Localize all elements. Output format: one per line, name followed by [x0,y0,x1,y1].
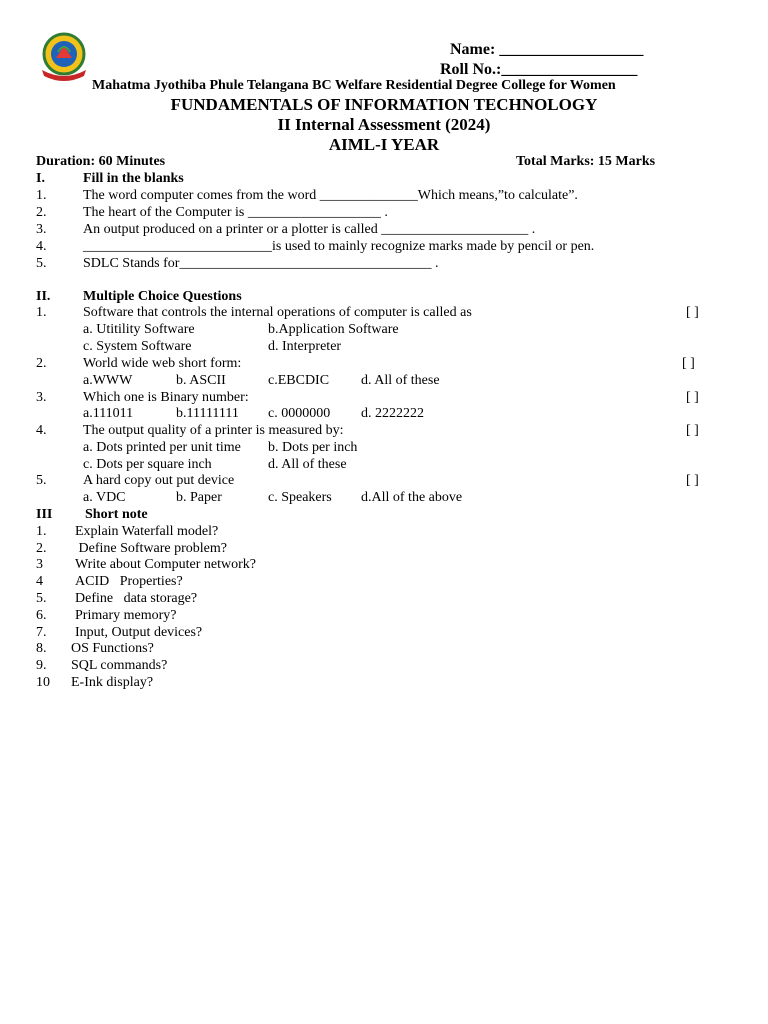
mcq-5-number: 5. [36,473,47,488]
mcq-4-option-c: c. Dots per square inch [83,457,212,472]
section-3-heading: Short note [85,507,148,522]
mcq-2-option-d: d. All of these [361,373,440,388]
mcq-1-option-d: d. Interpreter [268,339,342,354]
mcq-4-question: The output quality of a printer is measured by: [83,423,344,438]
short-note-8-text: OS Functions? [71,641,154,656]
mcq-4-option-d: d. All of these [268,457,347,472]
mcq-5-answer-box: [ ] [686,473,699,488]
college-logo-icon [36,32,92,82]
student-name-field: Name: __________________ [450,41,644,58]
blank-1-number: 1. [36,188,47,203]
mcq-4-option-a: a. Dots printed per unit time [83,440,241,455]
short-note-10-text: E-Ink display? [71,675,154,690]
short-note-5-number: 5. [36,591,47,606]
short-note-9-number: 9. [36,658,47,673]
blank-3-text: An output produced on a printer or a plotter is called _____________________ . [83,222,536,237]
section-1-heading: Fill in the blanks [83,171,184,186]
mcq-3-answer-box: [ ] [686,390,699,405]
short-note-6-text: Primary memory? [75,608,177,623]
blank-4-text: ___________________________is used to mainly recognize marks made by pencil or pen. [83,239,595,254]
section-3-number: III [36,507,53,522]
short-note-3-number: 3 [36,557,43,572]
mcq-3-option-d: d. 2222222 [361,406,424,421]
blank-4-number: 4. [36,239,47,254]
mcq-2-number: 2. [36,356,47,371]
short-note-4-number: 4 [36,574,43,589]
mcq-3-option-b: b.11111111 [176,406,239,421]
short-note-7-number: 7. [36,625,47,640]
mcq-3-option-a: a.111011 [83,406,134,421]
mcq-3-option-c: c. 0000000 [268,406,331,421]
total-marks-label: Total Marks: 15 Marks [516,154,656,169]
section-1-number: I. [36,171,45,186]
mcq-3-number: 3. [36,390,47,405]
short-note-2-text: Define Software problem? [75,541,227,556]
mcq-5-option-d: d.All of the above [361,490,463,505]
paper-title: FUNDAMENTALS OF INFORMATION TECHNOLOGY [170,95,598,114]
blank-2-number: 2. [36,205,47,220]
short-note-4-text: ACID Properties? [75,574,183,589]
short-note-2-number: 2. [36,541,47,556]
mcq-1-option-c: c. System Software [83,339,192,354]
mcq-2-answer-box: [ ] [682,356,695,371]
mcq-1-option-a: a. Utitility Software [83,322,195,337]
short-note-10-number: 10 [36,675,50,690]
mcq-1-number: 1. [36,305,47,320]
mcq-3-question: Which one is Binary number: [83,390,249,405]
mcq-1-answer-box: [ ] [686,305,699,320]
mcq-5-option-a: a. VDC [83,490,126,505]
short-note-5-text: Define data storage? [75,591,198,606]
short-note-9-text: SQL commands? [71,658,168,673]
mcq-4-option-b: b. Dots per inch [268,440,358,455]
mcq-1-option-b: b.Application Software [268,322,399,337]
short-note-1-text: Explain Waterfall model? [75,524,219,539]
section-2-heading: Multiple Choice Questions [83,289,242,304]
mcq-2-question: World wide web short form: [83,356,242,371]
short-note-8-number: 8. [36,641,47,656]
year-title: AIML-I YEAR [328,135,440,154]
mcq-1-question: Software that controls the internal operations of computer is called as [83,305,472,320]
mcq-5-option-c: c. Speakers [268,490,332,505]
short-note-1-number: 1. [36,524,47,539]
short-note-7-text: Input, Output devices? [75,625,203,640]
short-note-6-number: 6. [36,608,47,623]
exam-title: II Internal Assessment (2024) [277,115,491,134]
blank-5-number: 5. [36,256,47,271]
short-note-3-text: Write about Computer network? [75,557,256,572]
blank-1-text: The word computer comes from the word ______________Which means,”to calculate”. [83,188,578,203]
section-2-number: II. [36,289,51,304]
blank-5-text: SDLC Stands for____________________________________ . [83,256,439,271]
mcq-5-question: A hard copy out put device [83,473,235,488]
blank-3-number: 3. [36,222,47,237]
college-name: Mahatma Jyothiba Phule Telangana BC Welfare Residential Degree College for Women [92,78,616,93]
duration-label: Duration: 60 Minutes [36,154,166,169]
roll-number-field: Roll No.:_________________ [440,61,638,78]
mcq-4-number: 4. [36,423,47,438]
blank-2-text: The heart of the Computer is ___________________ . [83,205,388,220]
mcq-2-option-b: b. ASCII [176,373,226,388]
mcq-5-option-b: b. Paper [176,490,222,505]
mcq-2-option-a: a.WWW [83,373,133,388]
mcq-4-answer-box: [ ] [686,423,699,438]
mcq-2-option-c: c.EBCDIC [268,373,330,388]
